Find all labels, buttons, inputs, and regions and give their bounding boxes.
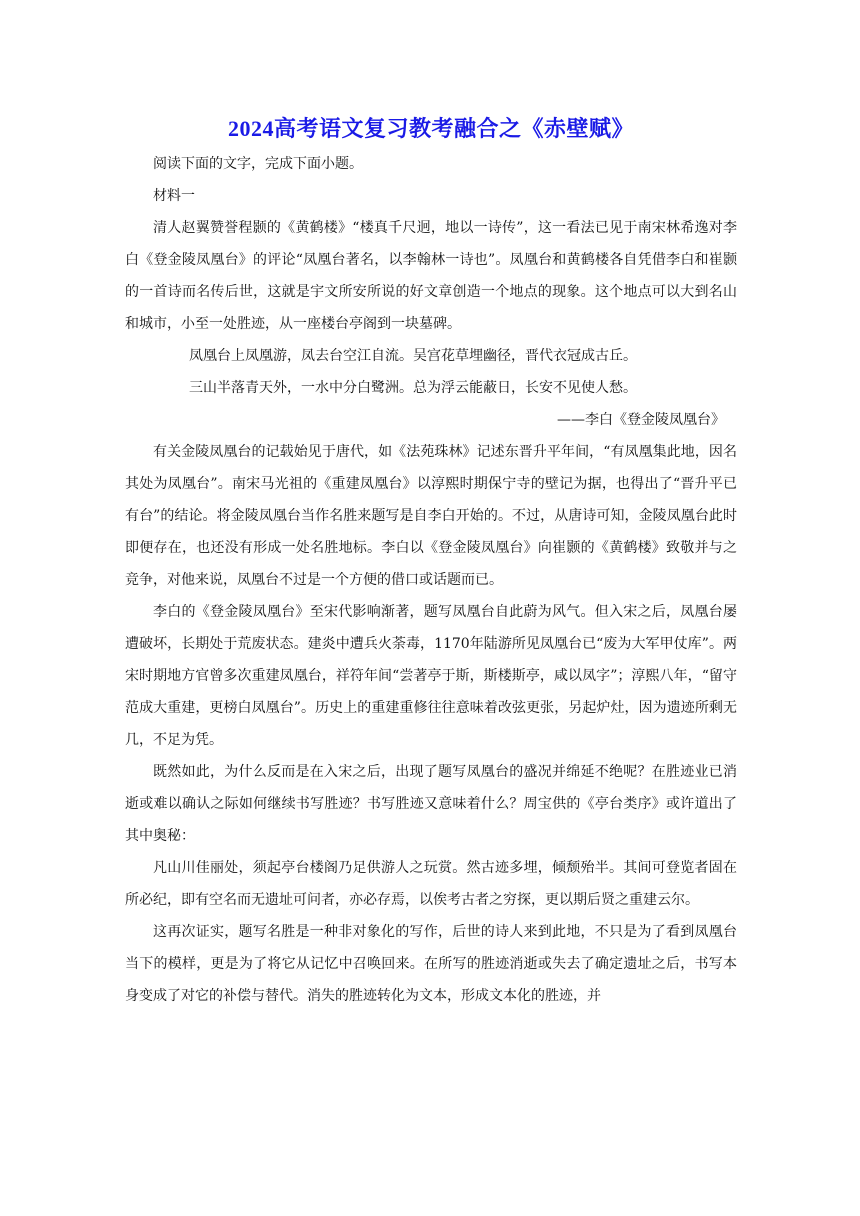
- document-title: 2024高考语文复习教考融合之《赤壁赋》: [227, 116, 634, 141]
- poem-attribution: ——李白《登金陵凤凰台》: [557, 412, 725, 428]
- paragraph-3: 李白的《登金陵凤凰台》至宋代影响渐著，题写凤凰台自此蔚为风气。但入宋之后，凤凰台屡遭破坏，长期处于荒废状态。建炎中遭兵火荼毒，1170年陆游所见凤凰台已“废为大军甲仗库”。两宋时期地方官曾多次重建凤凰台，祥符年间“尝著亭于斯，斯楼斯亭，咸以凤字”；淳熙八年，“留守范成大重建，更榜白凤凰台”。历史上的重建重修往往意味着改弦更张，另起炉灶，因为遗迹所剩无几，不足为凭。: [125, 604, 737, 748]
- poem-line-1: 凤凰台上凤凰游，凤去台空江自流。吴宫花草埋幽径，晋代衣冠成古丘。: [189, 348, 637, 364]
- document-page: [125, 112, 737, 1012]
- closing-paragraph: 这再次证实，题写名胜是一种非对象化的写作，后世的诗人来到此地，不只是为了看到凤凰台当下的模样，更是为了将它从记忆中召唤回来。在所写的胜迹消逝或失去了确定遗址之后，书写本身变成了对它的补偿与替代。消失的胜迹转化为文本，形成文本化的胜迹，并: [125, 924, 737, 1004]
- quoted-preface: 凡山川佳丽处，须起亭台楼阁乃足供游人之玩赏。然古迹多埋，倾颓殆半。其间可登览者固在所必纪，即有空名而无遗址可问者，亦必存焉，以俟考古者之穷探，更以期后贤之重建云尔。: [125, 860, 737, 908]
- paragraph-2: 有关金陵凤凰台的记载始见于唐代，如《法苑珠林》记述东晋升平年间，“有凤凰集此地，因名其处为凤凰台”。南宋马光祖的《重建凤凰台》以淳熙时期保宁寺的壁记为据，也得出了“晋升平已有台”的结论。将金陵凤凰台当作名胜来题写是自李白开始的。不过，从唐诗可知，金陵凤凰台此时即便存在，也还没有形成一处名胜地标。李白以《登金陵凤凰台》向崔颢的《黄鹤楼》致敬并与之竞争，对他来说，凤凰台不过是一个方便的借口或话题而已。: [125, 444, 737, 588]
- poem-line-2: 三山半落青天外，一水中分白鹭洲。总为浮云能蔽日，长安不见使人愁。: [189, 380, 637, 396]
- paragraph-4: 既然如此，为什么反而是在入宋之后，出现了题写凤凰台的盛况并绵延不绝呢？在胜迹业已消逝或难以确认之际如何继续书写胜迹？书写胜迹又意味着什么？周宝供的《亭台类序》或许道出了其中奥秘：: [125, 764, 737, 844]
- section-label: 材料一: [153, 188, 195, 204]
- instruction-text: 阅读下面的文字，完成下面小题。: [153, 156, 363, 172]
- paragraph-1: 清人赵翼赞誉程颢的《黄鹤楼》“楼真千尺迥，地以一诗传”，这一看法已见于南宋林希逸对李白《登金陵凤凰台》的评论“凤凰台著名，以李翰林一诗也”。凤凰台和黄鹤楼各自凭借李白和崔颢的一首诗而名传后世，这就是宇文所安所说的好文章创造一个地点的现象。这个地点可以大到名山和城市，小至一处胜迹，从一座楼台亭阁到一块墓碑。: [125, 220, 737, 332]
